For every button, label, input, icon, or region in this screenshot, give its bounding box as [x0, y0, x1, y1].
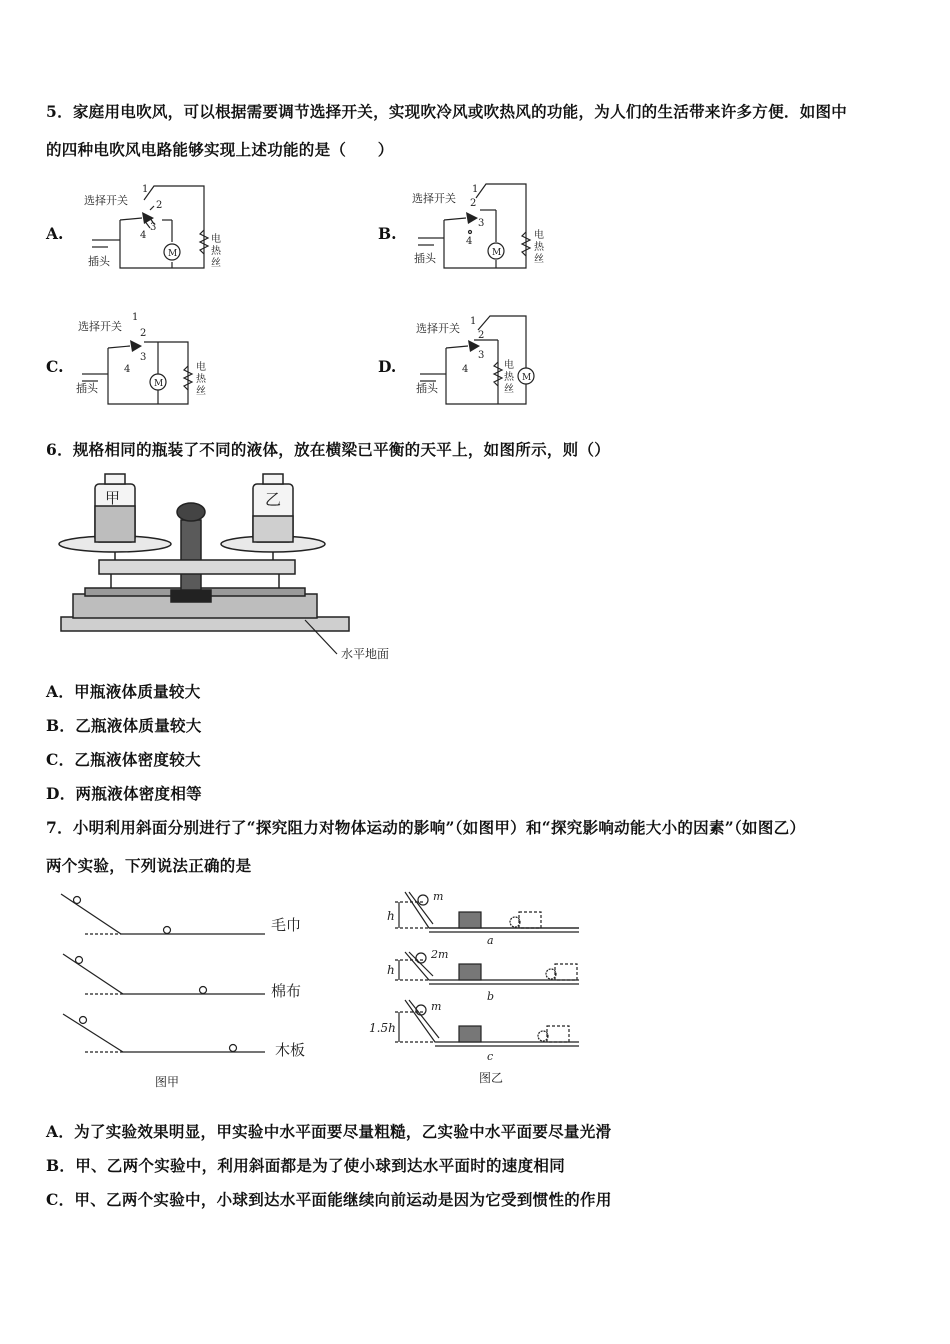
plug-label-b: 插头 [414, 252, 436, 265]
figure-jia-caption: 图甲 [155, 1075, 180, 1089]
motor-label-c: M [154, 379, 164, 389]
terminal-3-c: 3 [140, 352, 147, 363]
height-b-label: h [387, 963, 395, 977]
terminal-4-b: 4 [466, 236, 473, 247]
terminal-3-b: 3 [478, 218, 485, 229]
figure-yi [365, 888, 595, 1093]
heater-label-d3: 丝 [504, 384, 514, 395]
circuit-diagram-a [80, 180, 240, 280]
circuit-diagram-b [410, 180, 570, 280]
q6-option-d[interactable]: D．两瓶液体密度相等 [46, 784, 202, 803]
q7-option-b[interactable]: B．甲、乙两个实验中，利用斜面都是为了使小球到达水平面时的速度相同 [46, 1156, 566, 1175]
bottle-label-jia: 甲 [105, 489, 121, 507]
q7-option-c[interactable]: C．甲、乙两个实验中，小球到达水平面能继续向前运动是因为它受到惯性的作用 [46, 1190, 612, 1209]
terminal-4-a: 4 [140, 230, 147, 241]
terminal-2-c: 2 [140, 328, 147, 339]
q6-option-b[interactable]: B．乙瓶液体质量较大 [46, 716, 202, 735]
terminal-2-d: 2 [478, 330, 485, 341]
balance-figure [55, 470, 415, 665]
height-a-label: h [387, 909, 395, 923]
q6-option-a[interactable]: A．甲瓶液体质量较大 [46, 682, 201, 701]
heater-label-a1: 电 [211, 234, 221, 245]
q7-option-a[interactable]: A．为了实验效果明显，甲实验中水平面要尽量粗糙，乙实验中水平面要尽量光滑 [46, 1122, 612, 1141]
terminal-1-b: 1 [472, 184, 479, 195]
mass-a-label: m [433, 890, 444, 903]
circuit-diagram-c [74, 310, 234, 410]
heater-label-b2: 热 [534, 242, 544, 253]
surface-towel-label: 毛巾 [271, 916, 302, 934]
heater-label-c1: 电 [196, 362, 206, 373]
terminal-4-c: 4 [124, 364, 131, 375]
terminal-1-d: 1 [470, 316, 477, 327]
q7-stem-line2: 两个实验，下列说法正确的是 [46, 856, 252, 875]
motor-label-d: M [522, 373, 532, 383]
figure-yi-caption: 图乙 [479, 1071, 504, 1085]
heater-label-c3: 丝 [196, 386, 206, 397]
q5-stem-line1: 5．家庭用电吹风，可以根据需要调节选择开关，实现吹冷风或吹热风的功能，为人们的生活带来许多方便．如图中 [46, 102, 848, 121]
terminal-2-a: 2 [156, 200, 163, 211]
height-c-label: 1.5h [369, 1021, 396, 1035]
heater-label-a3: 丝 [211, 258, 221, 269]
plug-label-a: 插头 [88, 255, 110, 268]
q5-option-d-label[interactable]: D. [378, 357, 397, 376]
q6-stem: 6．规格相同的瓶装了不同的液体，放在横梁已平衡的天平上，如图所示，则（） [46, 440, 611, 459]
q5-option-a-label[interactable]: A. [46, 224, 64, 243]
switch-label-c: 选择开关 [78, 320, 122, 333]
heater-label-c2: 热 [196, 374, 206, 385]
switch-label-d: 选择开关 [416, 322, 460, 335]
switch-label-a: 选择开关 [84, 194, 128, 207]
q5-option-c-label[interactable]: C. [46, 357, 64, 376]
ground-label: 水平地面 [341, 647, 390, 661]
heater-label-b1: 电 [534, 230, 544, 241]
q5-option-b-label[interactable]: B. [378, 224, 397, 243]
motor-label-b: M [492, 248, 502, 258]
q7-stem-line1: 7．小明利用斜面分别进行了“探究阻力对物体运动的影响”（如图甲）和“探究影响动能大小的因素”（如图乙） [46, 818, 806, 837]
plug-label-c: 插头 [76, 382, 98, 395]
terminal-4-d: 4 [462, 364, 469, 375]
terminal-1-a: 1 [142, 184, 149, 195]
label-c: c [487, 1050, 494, 1063]
heater-label-b3: 丝 [534, 254, 544, 265]
terminal-3-d: 3 [478, 350, 485, 361]
q5-stem-line2: 的四种电吹风电路能够实现上述功能的是（ ） [46, 140, 394, 159]
surface-wood-label: 木板 [275, 1041, 306, 1059]
heater-label-d2: 热 [504, 372, 514, 383]
label-a: a [487, 934, 494, 947]
mass-c-label: m [431, 1000, 442, 1013]
circuit-diagram-d [412, 310, 572, 410]
heater-label-a2: 热 [211, 246, 221, 257]
heater-label-d1: 电 [504, 360, 514, 371]
terminal-1-c: 1 [132, 312, 139, 323]
plug-label-d: 插头 [416, 382, 438, 395]
figure-jia [55, 888, 345, 1093]
mass-b-label: 2m [431, 948, 449, 961]
switch-label-b: 选择开关 [412, 192, 456, 205]
surface-cotton-label: 棉布 [271, 982, 302, 1000]
q6-option-c[interactable]: C．乙瓶液体密度较大 [46, 750, 201, 769]
motor-label-a: M [168, 249, 178, 259]
label-b: b [487, 990, 495, 1003]
bottle-label-yi: 乙 [265, 490, 282, 509]
terminal-2-b: 2 [470, 198, 477, 209]
terminal-3-a: 3 [150, 222, 157, 233]
